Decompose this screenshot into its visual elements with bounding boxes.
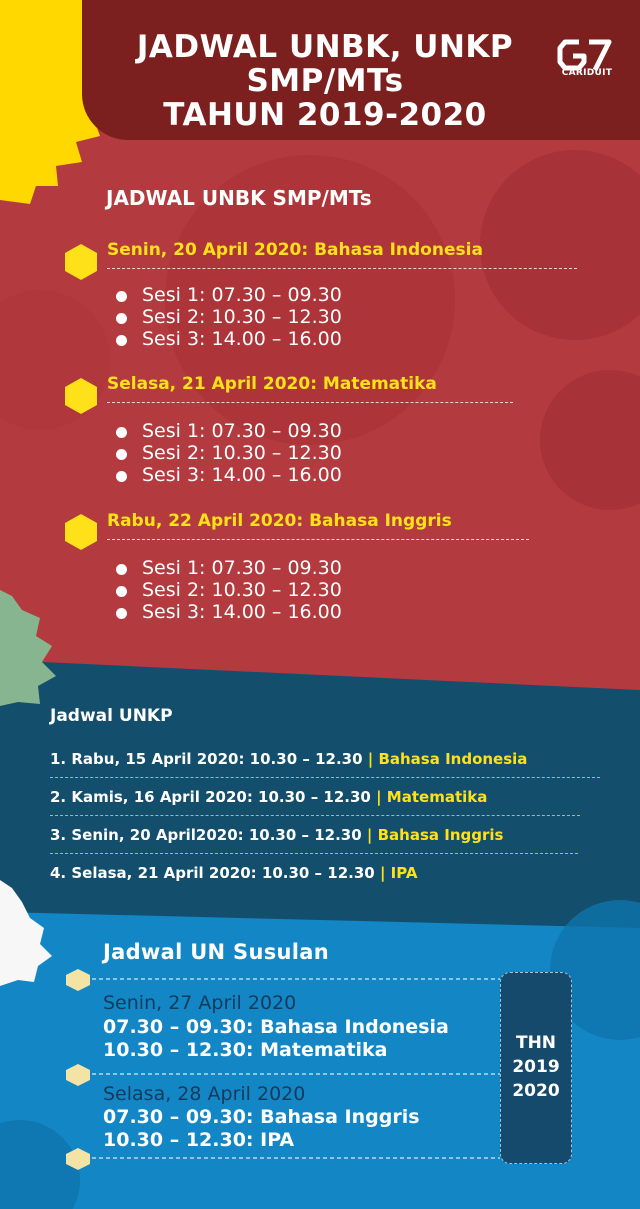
unbk-day-3-session-2: Sesi 2: 10.30 – 12.30: [142, 579, 342, 601]
unbk-day-2-session-3: Sesi 3: 14.00 – 16.00: [142, 464, 342, 486]
unkp-row-3-subject: | Bahasa Inggris: [366, 826, 504, 844]
year-box-start: 2019: [512, 1057, 560, 1077]
susulan-day-2-line-1: 07.30 – 09.30: Bahasa Inggris: [103, 1106, 420, 1128]
year-box-label: THN: [515, 1033, 557, 1053]
unkp-row-2-subject: | Matematika: [376, 788, 488, 806]
unkp-heading: Jadwal UNKP: [50, 706, 173, 726]
unkp-row-3-text: 3. Senin, 20 April2020: 10.30 – 12.30: [50, 826, 367, 844]
page-title-line-3: TAHUN 2019-2020: [163, 97, 487, 133]
hexagon-bullet-icon: [64, 1063, 92, 1087]
susulan-day-1-line-2: 10.30 – 12.30: Matematika: [103, 1039, 388, 1061]
unkp-row-1: [50, 750, 527, 768]
hexagon-bullet-icon: [62, 377, 100, 415]
hexagon-bullet-icon: [64, 1147, 92, 1171]
bullet-dot-icon: [116, 291, 127, 302]
susulan-heading: Jadwal UN Susulan: [103, 940, 329, 964]
unkp-row-3: [50, 826, 503, 844]
susulan-day-2-date: Selasa, 28 April 2020: [103, 1083, 306, 1105]
unbk-day-3-session-1: Sesi 1: 07.30 – 09.30: [142, 557, 342, 579]
unbk-day-1-title: Senin, 20 April 2020: Bahasa Indonesia: [107, 240, 483, 260]
unbk-day-2-session-1: Sesi 1: 07.30 – 09.30: [142, 420, 342, 442]
divider: [50, 777, 600, 778]
unbk-heading: JADWAL UNBK SMP/MTs: [106, 186, 372, 210]
year-box-end: 2020: [512, 1081, 560, 1101]
divider: [107, 268, 577, 269]
bullet-dot-icon: [116, 564, 127, 575]
unkp-row-1-text: 1. Rabu, 15 April 2020: 10.30 – 12.30: [50, 750, 368, 768]
divider: [107, 539, 529, 540]
unkp-row-2-text: 2. Kamis, 16 April 2020: 10.30 – 12.30: [50, 788, 377, 806]
divider: [107, 402, 513, 403]
susulan-day-2-line-2: 10.30 – 12.30: IPA: [103, 1129, 295, 1151]
unbk-day-3-session-3: Sesi 3: 14.00 – 16.00: [142, 601, 342, 623]
bullet-dot-icon: [116, 471, 127, 482]
hexagon-bullet-icon: [64, 968, 92, 992]
bullet-dot-icon: [116, 313, 127, 324]
page-title-line-1: JADWAL UNBK, UNKP: [136, 29, 514, 65]
divider: [50, 815, 580, 816]
bullet-dot-icon: [116, 427, 127, 438]
hexagon-bullet-icon: [62, 243, 100, 281]
unbk-day-2-session-2: Sesi 2: 10.30 – 12.30: [142, 442, 342, 464]
unkp-row-4-text: 4. Selasa, 21 April 2020: 10.30 – 12.30: [50, 864, 380, 882]
unbk-day-2-title: Selasa, 21 April 2020: Matematika: [107, 374, 437, 394]
susulan-day-1-line-1: 07.30 – 09.30: Bahasa Indonesia: [103, 1016, 449, 1038]
unkp-row-1-subject: | Bahasa Indonesia: [367, 750, 528, 768]
logo-text: CARIDUIT: [561, 68, 613, 78]
bullet-dot-icon: [116, 335, 127, 346]
unbk-day-3-title: Rabu, 22 April 2020: Bahasa Inggris: [107, 511, 452, 531]
unkp-row-2: [50, 788, 487, 806]
unkp-row-4: [50, 864, 417, 882]
bullet-dot-icon: [116, 586, 127, 597]
page-title-line-2: SMP/MTs: [246, 63, 404, 99]
unbk-day-1-session-2: Sesi 2: 10.30 – 12.30: [142, 306, 342, 328]
bullet-dot-icon: [116, 449, 127, 460]
hexagon-bullet-icon: [62, 513, 100, 551]
unkp-row-4-subject: | IPA: [379, 864, 418, 882]
bullet-dot-icon: [116, 608, 127, 619]
susulan-day-1-date: Senin, 27 April 2020: [103, 992, 297, 1014]
divider: [50, 853, 578, 854]
unbk-day-1-session-1: Sesi 1: 07.30 – 09.30: [142, 284, 342, 306]
unbk-day-1-session-3: Sesi 3: 14.00 – 16.00: [142, 328, 342, 350]
